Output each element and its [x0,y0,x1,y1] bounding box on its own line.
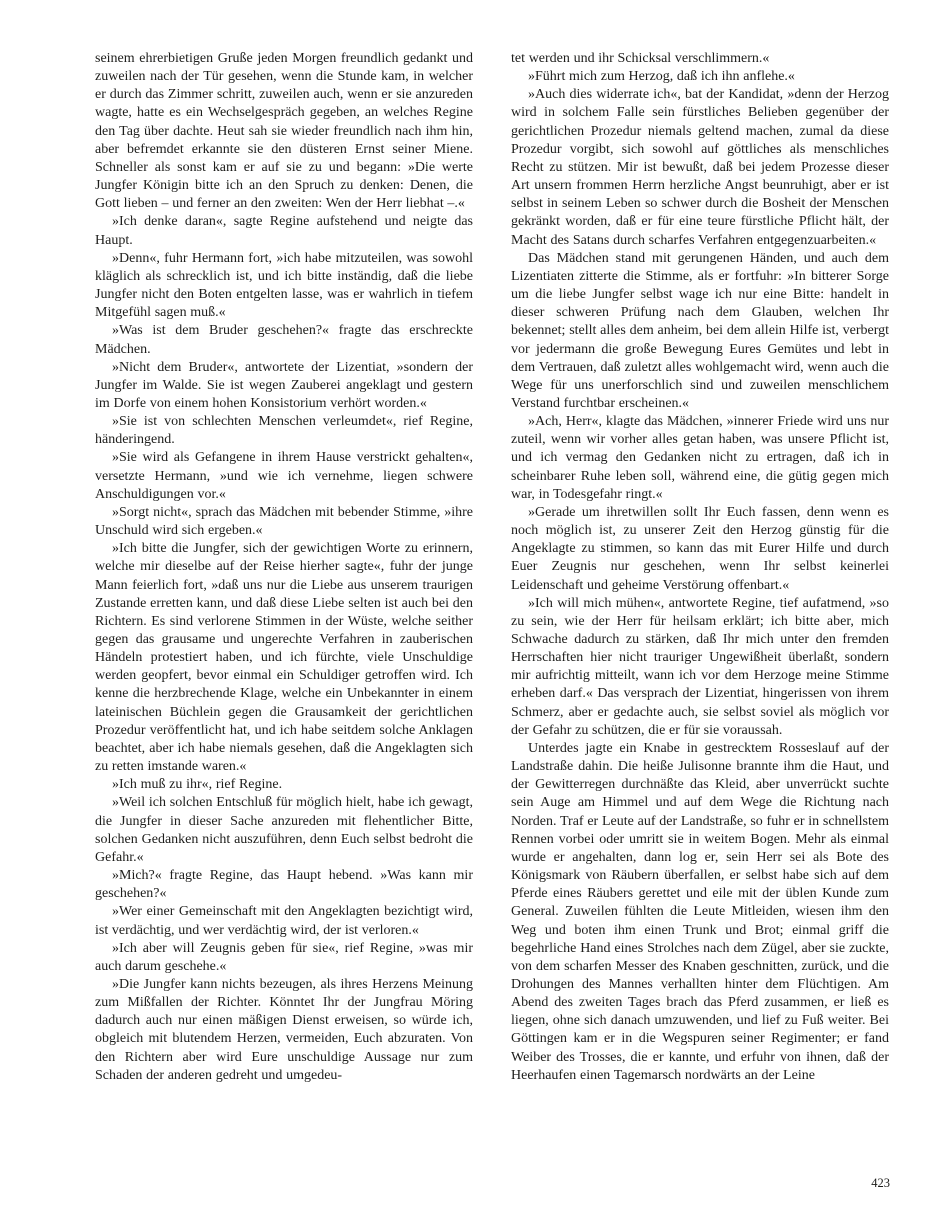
paragraph: »Mich?« fragte Regine, das Haupt hebend. »Was kann mir geschehen?« [95,868,473,902]
paragraph: »Sie wird als Gefangene in ihrem Hause verstrickt gehalten«, versetzte Hermann, »und wie ich vernehme, liegen schwere Anschuldigungen vor.« [95,450,473,502]
paragraph: »Ich muß zu ihr«, rief Regine. [112,777,283,793]
paragraph: »Sorgt nicht«, sprach das Mädchen mit bebender Stimme, »ihre Unschuld wird sich ergeben.« [95,504,473,539]
paragraph: »Weil ich solchen Entschluß für möglich hielt, habe ich gewagt, die Jungfer in dieser Sache anzureden mit flehentlicher Bitte, solchen Gedanken nicht auszuführen, denn Euch selbst bedroht die Gefahr.« [95,795,473,865]
paragraph: »Was ist dem Bruder geschehen?« fragte das erschreckte Mädchen. [95,323,473,357]
paragraph: »Auch dies widerrate ich«, bat der Kandidat, »denn der Herzog wird in solchem Falle sein fürstliches Belieben gegenüber der gerichtlichen Prozedur niemals geltend machen, zumal da diese Prozedur vorgibt, sich sowohl auf göttliches als menschliches Recht zu stützen. Mir ist bewußt, daß bei jedem Prozesse dieser Art unsern frommen Herrn herzliche Angst beunruhigt, aber er ist selbst in seinem Leben so schwer durch die Bosheit der Menschen gekränkt worden, daß er für eine teure fürstliche Pflicht hält, der Macht des Satans durch scharfes Verfahren entgegenzuarbeiten.« [511,87,889,248]
paragraph: seinem ehrerbietigen Gruße jeden Morgen freundlich gedankt und zuweilen nach der Tür gesehen, wenn die Stunde kam, in welcher er durch das Zimmer schritt, zuweilen auch, wenn er sie anzureden wagte, hatte es ein Wechselgespräch gegeben, an welches Regine den Tag über dachte. Heut sah sie wieder freundlich nach ihm hin, aber befremdet erkannte sie den düsteren Ernst seiner Miene. Schneller als sonst kam er auf sie zu und begann: »Die werte Jungfer Königin bitte ich an den Spruch zu denken: Denen, die Gott lieben – und ferner an den zweiten: Wen der Herr liebhat –.« [95,51,473,212]
paragraph: »Nicht dem Bruder«, antwortete der Lizentiat, »sondern der Jungfer im Walde. Sie ist wegen Zauberei angeklagt und gestern im Dorfe von einem hohen Konsistorium verhört worden.« [95,359,473,411]
paragraph: »Ich bitte die Jungfer, sich der gewichtigen Worte zu erinnern, welche mir dieselbe auf der Reise hierher sagte«, fuhr der junge Mann feierlich fort, »daß uns nur die Liebe aus unserem traurigen Zustande erretten kann, und daß diese Liebe selten ist auch bei den Richtern. Es sind verlorene Stimmen in der Wüste, welche seither gegen das grausame und ungerechte Verfahren in zauberischen Händeln protestiert haben, und ich fürchte, viele Unschuldige werden geopfert, bevor einmal ein Schuldiger getroffen wird. Ich kenne die herzbrechende Klage, welche ein Unbekannter in einem lateinischen Büchlein gegen die Grausamkeit der gerichtlichen Prozedur veröffentlicht hat, und ich habe seitdem solche Anklagen beachtet, aber ich habe niemals gesehen, daß die Angeklagten sich zu retten imstande waren.« [95,541,473,775]
paragraph: »Ich denke daran«, sagte Regine aufstehend und neigte das Haupt. [95,214,473,248]
paragraph: »Ich will mich mühen«, antwortete Regine, tief aufatmend, »so zu sein, wie der Herr für heilsam erklärt; ich bitte aber, mich Schwache dadurch zu stärken, daß Ihr mich unter den fremden Herrschaften hier nicht trauriger Ungewißheit überlaßt, sondern mir aufrichtig mitteilt, wann ich vor dem Herzoge meine Stimme erheben darf.« Das versprach der Lizentiat, hingerissen von ihrem Schmerz, aber er gedachte auch, sie selbst soviel als möglich vor der Gefahr zu schützen, die er für sie voraussah. [511,595,889,738]
text-column-left [95,50,473,1085]
paragraph: »Ach, Herr«, klagte das Mädchen, »innerer Friede wird uns nur zuteil, wenn wir vorher alles getan haben, was unsere Pflicht ist, und ich vermag den Gedanken nicht zu ertragen, daß ich in scheinbarer Ruhe leben soll, während eine, die gütig gegen mich war, in Todesgefahr ringt.« [511,414,889,502]
text-area [95,50,890,1085]
text-column-right [511,50,889,1085]
paragraph: »Sie ist von schlechten Menschen verleumdet«, rief Regine, händeringend. [95,414,473,448]
paragraph: tet werden und ihr Schicksal verschlimmern.« [511,51,770,66]
paragraph: »Die Jungfer kann nichts bezeugen, als ihres Herzens Meinung zum Mißfallen der Richter. Könntet Ihr der Jungfrau Möring dadurch auch nur einen mäßigen Dienst erweisen, so würde ich, obgleich mit blutendem Herzen, vermeiden, Euch abzuraten. Von den Richtern aber wird Eure unschuldige Aussage nur zum Schaden der anderen gedreht und umgedeu- [95,976,473,1083]
paragraph: »Denn«, fuhr Hermann fort, »ich habe mitzuteilen, was sowohl kläglich als schrecklich ist, und ich bitte inständig, daß die liebe Jungfer nicht den Boten entgelten lasse, was er wahrlich in tiefem Mitgefühl sagen muß.« [95,250,473,321]
paragraph: »Ich aber will Zeugnis geben für sie«, rief Regine, »was mir auch darum geschehe.« [95,940,473,974]
paragraph: »Wer einer Gemeinschaft mit den Angeklagten bezichtigt wird, ist verdächtig, und wer verdächtig wird, der ist verloren.« [95,904,473,938]
page-number: 423 [871,1176,890,1190]
paragraph: Unterdes jagte ein Knabe in gestrecktem Rosseslauf auf der Landstraße dahin. Die heiße Julisonne brannte ihm die Haut, und der Gewitterregen durchnäßte das Kleid, aber unverrückt suchte sein Auge am Himmel und auf dem Wege die Richtung nach Norden. Traf er Leute auf der Landstraße, so fuhr er in schnellstem Rennen vorbei oder umritt sie in weitem Bogen. Mehr als einmal wurde er angehalten, dann log er, sein Herr sei als Bote des Königsmark von Räubern überfallen, er selbst habe sich auf dem Pferde eines Räubers gerettet und eile mit der üblen Kunde zum General. Zuweilen fühlten die Leute Mitleiden, wiesen ihm den Weg und boten ihm einen Trunk und Brot; einmal griff die begehrliche Hand eines Strolches nach dem Zügel, aber sie zuckte, von dem scharfen Messer des Knaben geschnitten, zurück, und die Drohungen des Mannes verhallten hinter dem Flüchtigen. Am Abend des zweiten Tages brach das Pferd zusammen, er ließ es liegen, ohne sich danach umzuwenden, und lief zu Fuß weiter. Bei Göttingen kam er in die Wegspuren seiner Regimenter; er fand Weiber des Trosses, die er kannte, und erfuhr von ihnen, daß der Heerhaufen einen Tagemarsch nordwärts an der Leine [511,740,889,1083]
paragraph: »Führt mich zum Herzog, daß ich ihn anflehe.« [528,69,795,85]
paragraph: »Gerade um ihretwillen sollt Ihr Euch fassen, denn wenn es noch möglich ist, zu unserer Zeit den Herzog günstig für die Angeklagte zu stimmen, so kann das mit Eurer Hilfe und durch Euer Zeugnis nur geschehen, wenn Ihr selbst keinerlei Leidenschaft und geheime Verstörung offenbart.« [511,504,889,593]
paragraph: Das Mädchen stand mit gerungenen Händen, und auch dem Lizentiaten zitterte die Stimme, als er fortfuhr: »In bitterer Sorge um die liebe Jungfer selbst wage ich nur eine Bitte: handelt in dieser schweren Prüfung nach dem Glauben, welchen Ihr bekennet; stellt alles dem anheim, bei dem allein Hilfe ist, verbergt vor jedermann die große Bewegung Eures Gemütes und lebt in dem Vertrauen, daß zuletzt alles wohlgemacht wird, wenn auch die Wege für uns unerforschlich sind und zuweilen menschlichem Verstand furchtbar erscheinen.« [511,250,889,411]
